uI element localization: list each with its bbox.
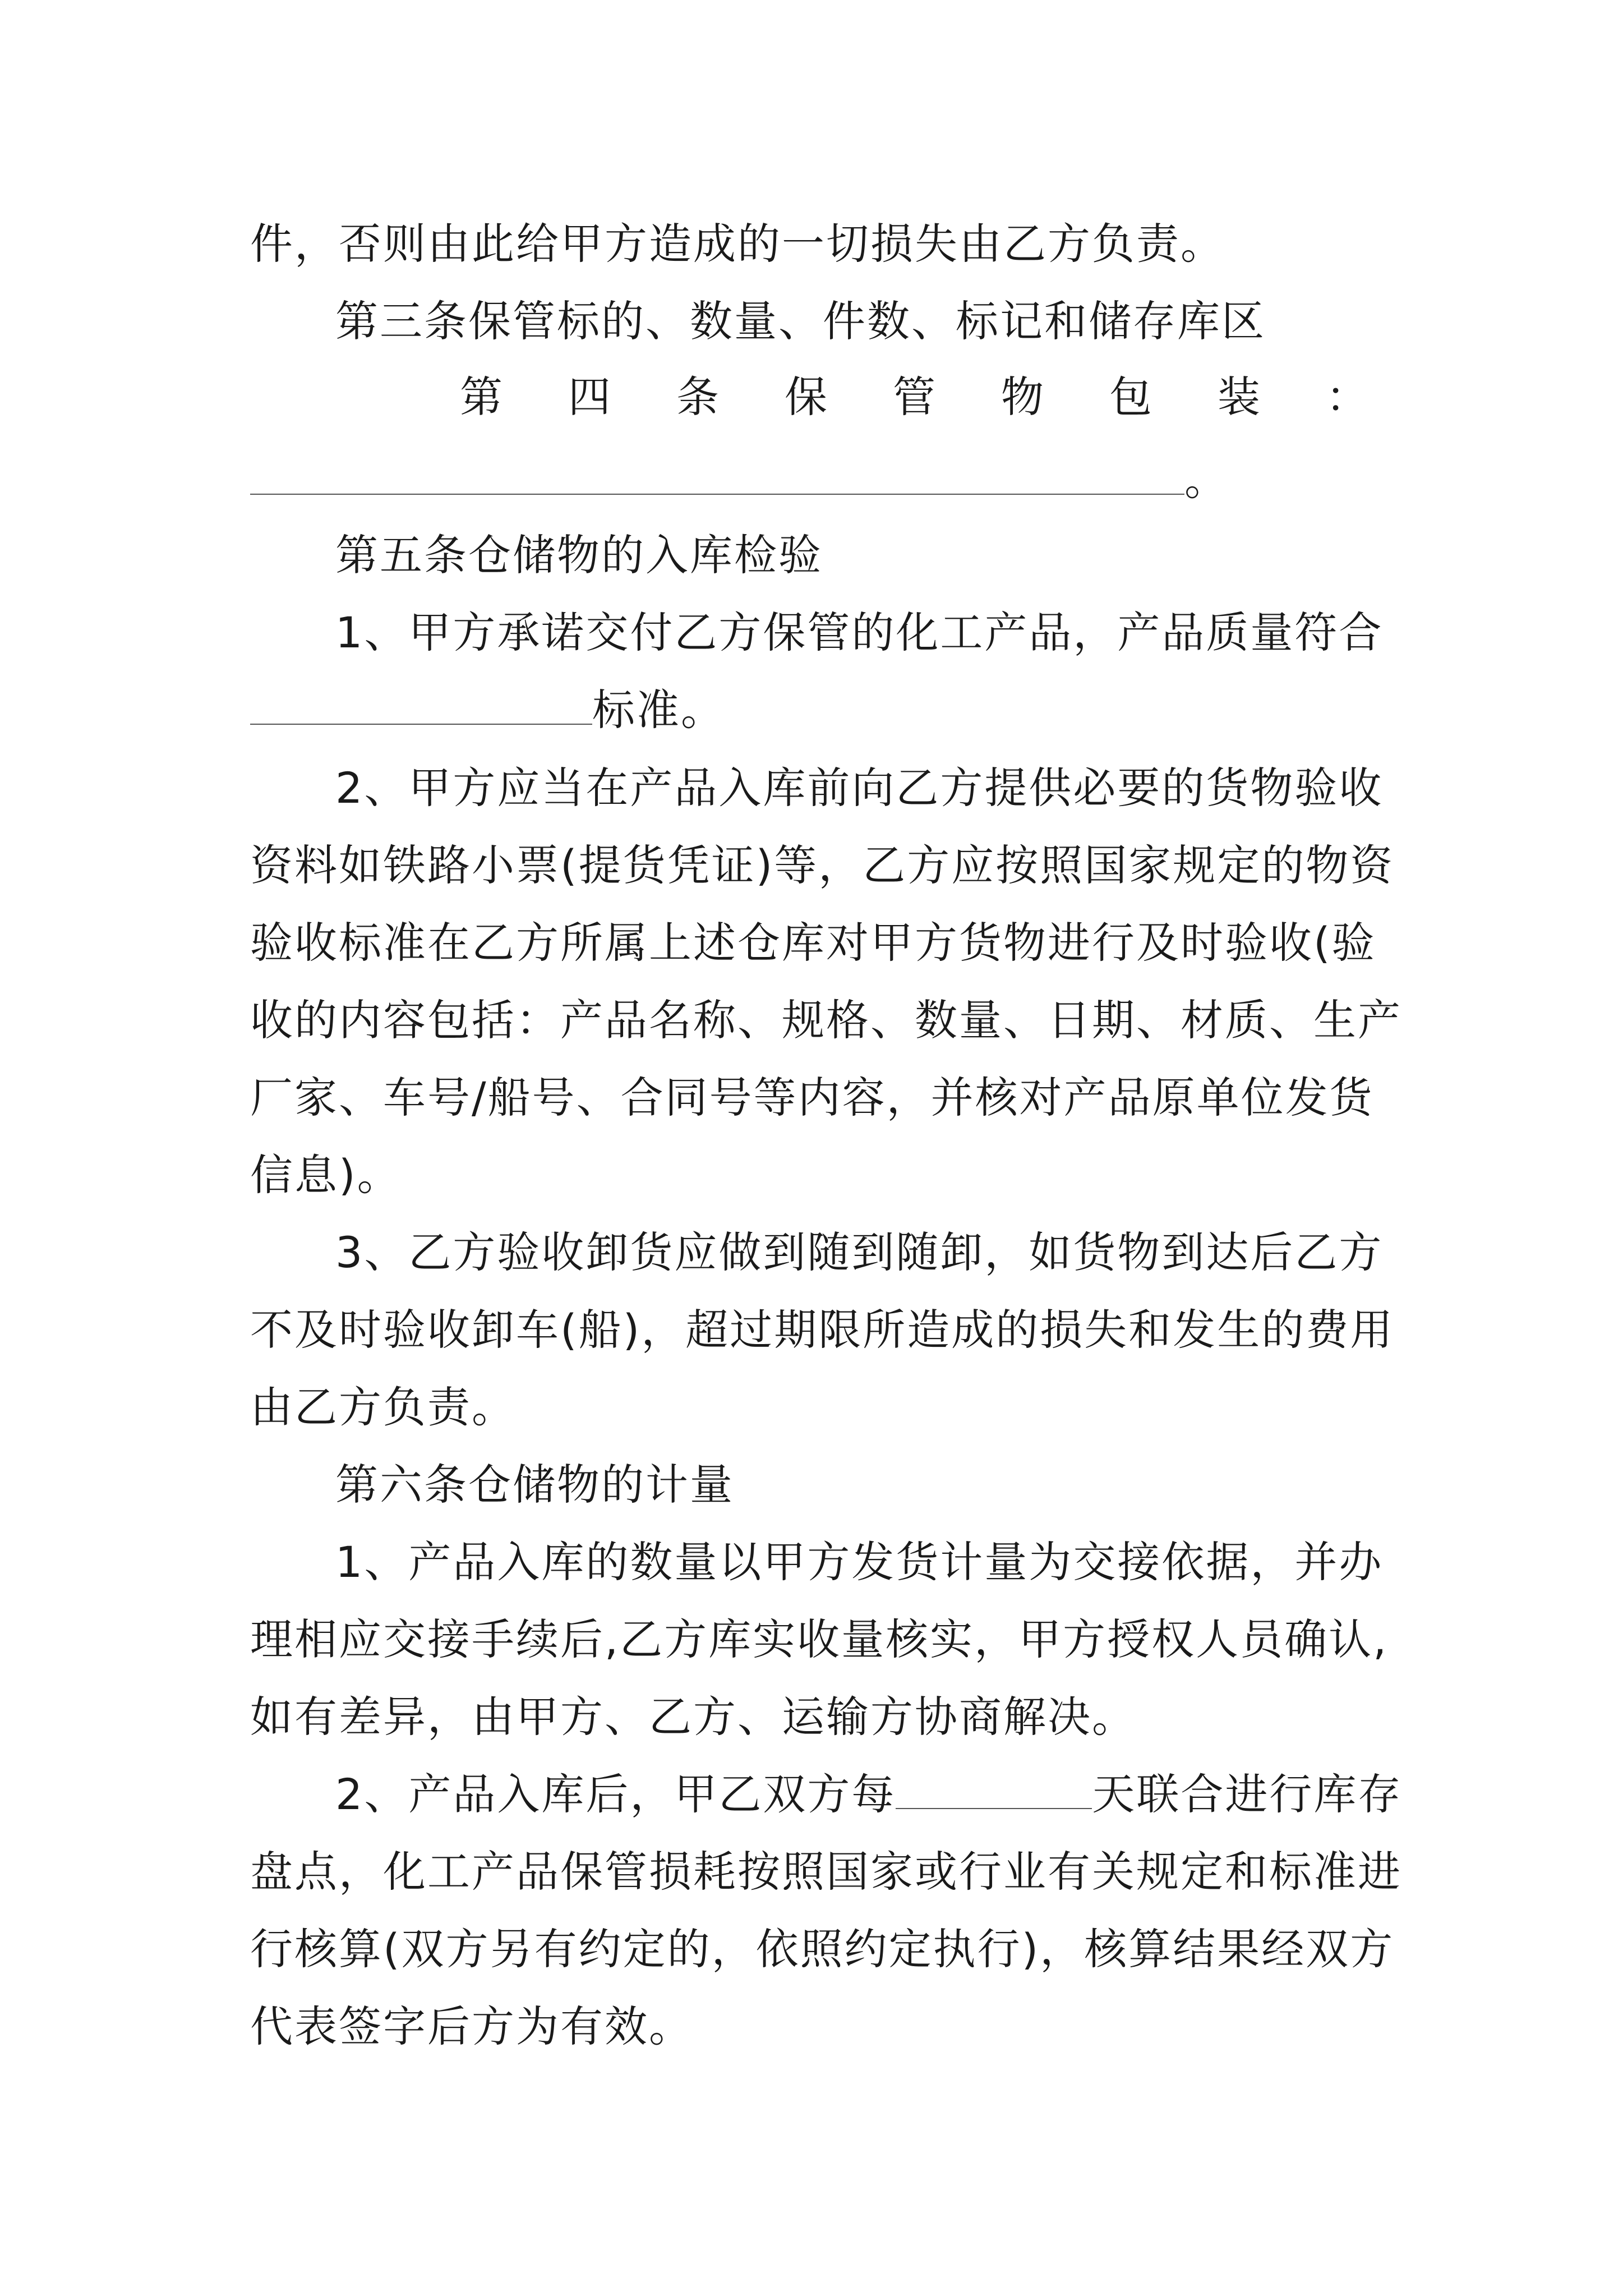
article-6-heading: 第六条仓储物的计量 (335, 1460, 734, 1510)
article-4-heading (460, 369, 1368, 425)
text-segment: 标准。 (592, 685, 725, 735)
heading-char: 条 (676, 372, 719, 422)
fill-in-blank[interactable] (250, 682, 592, 725)
paragraph-line (250, 682, 725, 738)
paragraph-line: 1、产品入库的数量以甲方发货计量为交接依据，并办 (335, 1537, 1384, 1587)
paragraph-line: 收的内容包括：产品名称、规格、数量、日期、材质、生产 (250, 995, 1402, 1045)
heading-char: 第 (460, 372, 502, 422)
paragraph-line: 如有差异，由甲方、乙方、运输方协商解决。 (250, 1692, 1136, 1742)
paragraph-line: 验收标准在乙方所属上述仓库对甲方货物进行及时验收(验 (250, 918, 1376, 968)
paragraph-line: 盘点，化工产品保管损耗按照国家或行业有关规定和标准进 (250, 1847, 1402, 1897)
paragraph-line (335, 1766, 1402, 1823)
paragraph-line: 厂家、车号/船号、合同号等内容，并核对产品原单位发货 (250, 1073, 1374, 1122)
heading-char: ： (1326, 372, 1368, 422)
paragraph-line: 代表签字后方为有效。 (250, 2001, 693, 2051)
heading-char: 四 (568, 372, 611, 422)
period: 。 (1184, 455, 1229, 505)
heading-char: 保 (785, 372, 827, 422)
paragraph-line: 1、甲方承诺交付乙方保管的化工产品，产品质量符合 (335, 608, 1384, 657)
paragraph-line: 件，否则由此给甲方造成的一切损失由乙方负责。 (250, 219, 1225, 269)
paragraph-line: 理相应交接手续后,乙方库实收量核实，甲方授权人员确认, (250, 1614, 1389, 1664)
paragraph-line: 3、乙方验收卸货应做到随到随卸，如货物到达后乙方 (335, 1227, 1384, 1277)
text-segment: 天联合进行库存 (1092, 1769, 1403, 1819)
paragraph-line: 资料如铁路小票(提货凭证)等，乙方应按照国家规定的物资 (250, 840, 1395, 890)
heading-char: 装 (1218, 372, 1260, 422)
paragraph-line: 2、甲方应当在产品入库前向乙方提供必要的货物验收 (335, 763, 1384, 813)
paragraph-line: 由乙方负责。 (250, 1382, 516, 1432)
article-5-heading: 第五条仓储物的入库检验 (335, 530, 823, 580)
fill-in-blank[interactable] (896, 1766, 1092, 1809)
paragraph-line: 不及时验收卸车(船)，超过期限所造成的损失和发生的费用 (250, 1305, 1395, 1355)
article-4-blank-line (250, 452, 1229, 508)
text-segment: 2、产品入库后，甲乙双方每 (335, 1769, 896, 1819)
article-3-heading: 第三条保管标的、数量、件数、标记和储存库区 (335, 296, 1266, 346)
heading-char: 包 (1109, 372, 1152, 422)
heading-char: 管 (893, 372, 935, 422)
paragraph-line: 行核算(双方另有约定的，依照约定执行)，核算结果经双方 (250, 1924, 1395, 1974)
fill-in-blank[interactable] (250, 452, 1184, 495)
paragraph-line: 信息)。 (250, 1150, 402, 1200)
heading-char: 物 (1001, 372, 1044, 422)
